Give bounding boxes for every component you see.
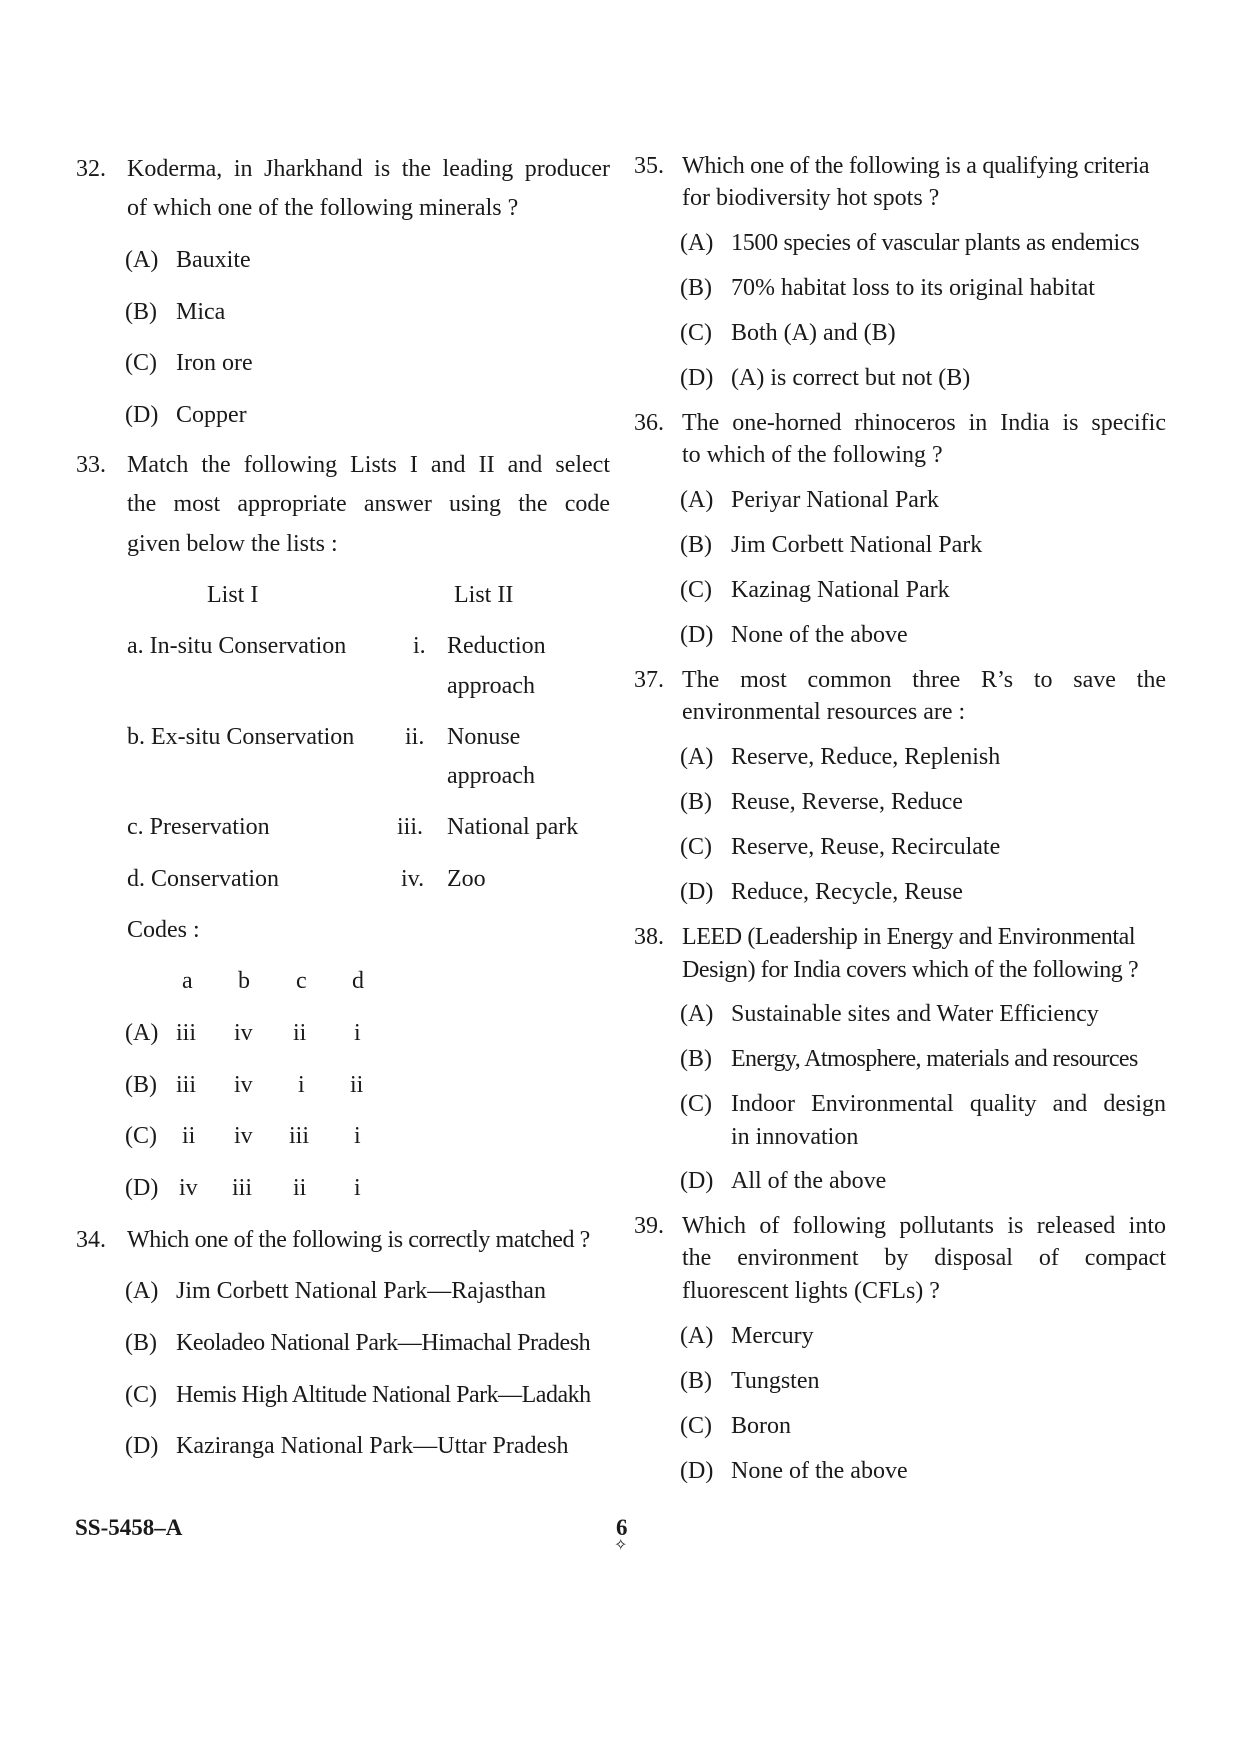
question-text-line: Which one of the following is a qualifying criteria: [682, 153, 1150, 179]
list-2-item-cont: approach: [447, 763, 535, 789]
code-value: iii: [176, 1020, 197, 1046]
question-text-line: Which of following pollutants is released into: [682, 1213, 1166, 1239]
code-value: iv: [234, 1123, 253, 1149]
question-number: 34.: [76, 1227, 106, 1253]
code-header-a: a: [182, 968, 193, 994]
code-value: iii: [176, 1072, 197, 1098]
code-value: i: [354, 1123, 361, 1149]
option-label: (C): [680, 320, 712, 346]
option-text: 70% habitat loss to its original habitat: [731, 275, 1095, 301]
option-text: Jim Corbett National Park: [731, 532, 983, 558]
option-text: Boron: [731, 1413, 791, 1439]
option-text: Reserve, Reduce, Replenish: [731, 744, 1001, 770]
option-text-cont: in innovation: [731, 1124, 859, 1150]
option-text: Iron ore: [176, 350, 253, 376]
option-label: (D): [125, 1175, 159, 1201]
list-1-item: b. Ex-situ Conservation: [127, 724, 355, 750]
code-value: ii: [293, 1020, 307, 1046]
code-value: ii: [182, 1123, 196, 1149]
list-2-number: ii.: [405, 724, 425, 750]
option-label: (A): [680, 1001, 714, 1027]
list-1-item: d. Conservation: [127, 866, 279, 892]
question-number: 37.: [634, 667, 664, 693]
code-value: i: [354, 1175, 361, 1201]
list-2-number: i.: [413, 633, 426, 659]
list-2-item: Zoo: [447, 866, 486, 892]
question-number: 39.: [634, 1213, 664, 1239]
option-text: 1500 species of vascular plants as endemics: [731, 230, 1140, 256]
option-label: (A): [680, 487, 714, 513]
code-value: iv: [179, 1175, 198, 1201]
code-value: iii: [289, 1123, 310, 1149]
option-label: (B): [680, 1368, 712, 1394]
option-text: Both (A) and (B): [731, 320, 896, 346]
option-text: Periyar National Park: [731, 487, 939, 513]
code-value: ii: [293, 1175, 307, 1201]
option-label: (D): [680, 1458, 714, 1484]
list-2-item: Reduction: [447, 633, 546, 659]
question-text-line: The one-horned rhinoceros in India is specific: [682, 410, 1166, 436]
question-text-line: for biodiversity hot spots ?: [682, 185, 940, 211]
option-text: (A) is correct but not (B): [731, 365, 971, 391]
option-label: (D): [680, 365, 714, 391]
option-label: (C): [680, 834, 712, 860]
star-mark-icon: ✧: [614, 1537, 628, 1554]
question-text-line: LEED (Leadership in Energy and Environmental: [682, 924, 1136, 950]
option-label: (A): [680, 230, 714, 256]
code-value: i: [354, 1020, 361, 1046]
option-label: (A): [125, 1278, 159, 1304]
code-value: ii: [350, 1072, 364, 1098]
option-text: Kaziranga National Park—Uttar Pradesh: [176, 1433, 569, 1459]
list-1-item: c. Preservation: [127, 814, 270, 840]
option-text: Sustainable sites and Water Efficiency: [731, 1001, 1099, 1027]
question-number: 36.: [634, 410, 664, 436]
question-number: 33.: [76, 452, 106, 478]
list-1-item: a. In-situ Conservation: [127, 633, 347, 659]
question-text-line: The most common three R’s to save the: [682, 667, 1166, 693]
option-text: Copper: [176, 402, 247, 428]
option-label: (B): [680, 532, 712, 558]
code-header-b: b: [238, 968, 250, 994]
list-2-header: List II: [454, 582, 514, 608]
codes-label: Codes :: [127, 917, 200, 943]
option-text: Jim Corbett National Park—Rajasthan: [176, 1278, 546, 1304]
paper-code: SS-5458–A: [75, 1515, 183, 1540]
option-text: Bauxite: [176, 247, 251, 273]
option-label: (C): [680, 577, 712, 603]
question-text-line: the environment by disposal of compact: [682, 1245, 1166, 1271]
option-label: (C): [680, 1091, 712, 1117]
code-value: iv: [234, 1072, 253, 1098]
question-text-line: Koderma, in Jharkhand is the leading producer: [127, 156, 610, 182]
option-text: Reserve, Reuse, Recirculate: [731, 834, 1001, 860]
option-text: None of the above: [731, 622, 908, 648]
option-text: Kazinag National Park: [731, 577, 950, 603]
option-label: (D): [680, 622, 714, 648]
option-label: (D): [125, 1433, 159, 1459]
question-text-line: Match the following Lists I and II and select: [127, 452, 610, 478]
option-label: (A): [125, 247, 159, 273]
question-number: 38.: [634, 924, 664, 950]
option-text: Indoor Environmental quality and design: [731, 1091, 1166, 1117]
option-text: None of the above: [731, 1458, 908, 1484]
option-label: (A): [680, 1323, 714, 1349]
question-text-line: environmental resources are :: [682, 699, 966, 725]
question-text-line: given below the lists :: [127, 531, 338, 557]
option-text: Reuse, Reverse, Reduce: [731, 789, 963, 815]
option-text: Mercury: [731, 1323, 814, 1349]
code-value: iv: [234, 1020, 253, 1046]
list-1-header: List I: [207, 582, 259, 608]
option-text: All of the above: [731, 1168, 887, 1194]
option-label: (D): [680, 1168, 714, 1194]
option-label: (A): [680, 744, 714, 770]
option-label: (B): [125, 1072, 157, 1098]
list-2-item: Nonuse: [447, 724, 521, 750]
code-value: i: [298, 1072, 305, 1098]
option-label: (B): [680, 789, 712, 815]
question-text-line: Which one of the following is correctly matched ?: [127, 1227, 590, 1253]
question-text-line: to which of the following ?: [682, 442, 943, 468]
option-label: (B): [125, 299, 157, 325]
option-label: (C): [680, 1413, 712, 1439]
option-label: (B): [680, 275, 712, 301]
option-text: Hemis High Altitude National Park—Ladakh: [176, 1382, 591, 1408]
code-value: iii: [232, 1175, 253, 1201]
question-text-line: of which one of the following minerals ?: [127, 195, 519, 221]
question-number: 32.: [76, 156, 106, 182]
page-number: 6: [616, 1515, 628, 1540]
option-label: (C): [125, 1123, 157, 1149]
option-text: Keoladeo National Park—Himachal Pradesh: [176, 1330, 591, 1356]
list-2-item-cont: approach: [447, 673, 535, 699]
option-label: (D): [680, 879, 714, 905]
option-label: (B): [680, 1046, 712, 1072]
list-2-item: National park: [447, 814, 579, 840]
option-text: Reduce, Recycle, Reuse: [731, 879, 963, 905]
code-header-d: d: [352, 968, 364, 994]
option-label: (A): [125, 1020, 159, 1046]
code-header-c: c: [296, 968, 307, 994]
question-number: 35.: [634, 153, 664, 179]
question-text-line: fluorescent lights (CFLs) ?: [682, 1278, 940, 1304]
question-text-line: the most appropriate answer using the code: [127, 491, 610, 517]
option-text: Energy, Atmosphere, materials and resources: [731, 1046, 1138, 1072]
option-text: Tungsten: [731, 1368, 820, 1394]
question-text-line: Design) for India covers which of the following ?: [682, 957, 1139, 983]
option-label: (D): [125, 402, 159, 428]
option-label: (C): [125, 1382, 157, 1408]
option-label: (C): [125, 350, 157, 376]
option-text: Mica: [176, 299, 226, 325]
list-2-number: iv.: [401, 866, 425, 892]
list-2-number: iii.: [397, 814, 424, 840]
option-label: (B): [125, 1330, 157, 1356]
